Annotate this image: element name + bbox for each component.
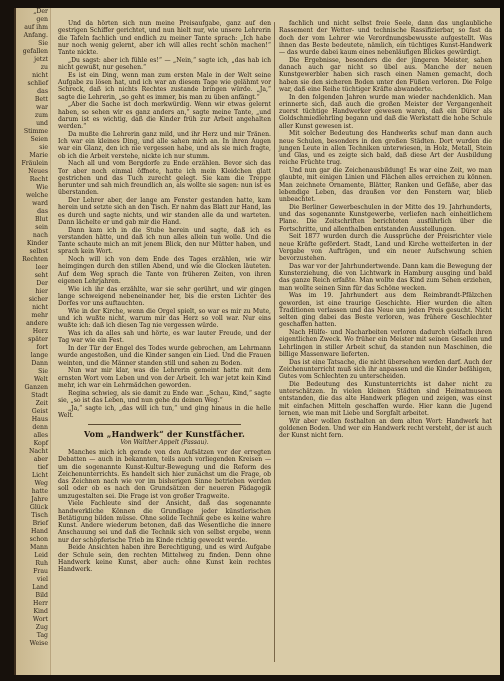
paragraph: Manches mich ich gerade von den Aufsätzen vor der erregten Debatten — auch in bekannten, teils auch vorliegenden Kreisen — um die sogenannte Kunst-Kultur-Bewegung und die Reform des Zeichenunterrichts. Es handelt sich hier zunächst um die Frage, ob das Zeichnen nach wie vor im bisherigen Sinne betrieben werden soll oder ob es nach den Grundsätzen der neueren Pädagogik umzugestalten sei. Die Frage ist von großer Tragweite.: [58, 449, 271, 500]
strip-line: seht: [34, 272, 48, 279]
strip-line: Neues: [28, 168, 48, 175]
paragraph: „Aber die Sache ist doch merkwürdig. Wenn wir etwas gelernt haben, so sehen wir es ganz anders an,“ sagte meine Tante, „und darum ist es wichtig, daß die Kinder früh zur Arbeit angehalten werden.“: [58, 101, 271, 130]
strip-line: Stadt: [31, 392, 48, 399]
right-column: [279, 20, 492, 439]
paragraph: Das war vor der Jahrhundertwende. Dann kam die Bewegung der Kunsterziehung, die von Lichtwark in Hamburg ausging und bald das ganze Reich erfaßte. Man wollte das Kind zum Sehen erziehen, man wollte seinen Sinn für das Schöne wecken.: [279, 262, 492, 292]
strip-line: Stimme: [23, 128, 48, 135]
strip-line: andere: [26, 320, 48, 327]
strip-line: Licht: [31, 472, 48, 479]
strip-line: mehr: [31, 312, 48, 319]
strip-line: Anfang.: [23, 32, 48, 39]
paragraph: Wie in der Kirche, wenn die Orgel spielt, so war es mir zu Mute, und ich wußte nicht, warum mir das Herz so voll war. Nur eins wußte ich: daß ich diesen Tag nie vergessen würde.: [58, 307, 271, 330]
strip-line: Nacht: [28, 448, 48, 455]
paragraph: Wie ich ihr das erzählte, war sie sehr gerührt, und wir gingen lange schweigend nebeneinander her, bis die ersten Lichter des Dorfes vor uns auftauchten.: [58, 285, 271, 307]
paragraph: Nun war mir klar, was die Lehrerin gemeint hatte mit dem ernsten Wort vom Leben und von der Arbeit. Ich war jetzt kein Kind mehr, ich war ein Lehrmädchen geworden.: [58, 367, 271, 389]
strip-line: Sie: [38, 368, 48, 375]
strip-line: Frau: [33, 568, 48, 575]
paragraph: Seit 1877 wurden durch die Aussprüche der Preisrichter viele neue Kräfte gefördert. Stadt, Land und Kirche wetteiferten in der Vergabe von Aufträgen, und ein neuer Aufschwung schien bevorzustehen.: [279, 233, 492, 262]
strip-line: Jahre: [31, 496, 48, 503]
strip-line: Leid: [34, 552, 48, 559]
paragraph: Viele Fachleute sind der Ansicht, daß das sogenannte handwerkliche Können die Grundlage jeder künstlerischen Betätigung bilden müsse. Ohne solide Technik gebe es keine wahre Kunst. Andere wiederum betonen, daß das Wesentliche die innere Anschauung sei und daß die Technik sich von selbst ergebe, wenn nur der schöpferische Trieb im Kinde richtig geweckt werde.: [58, 500, 271, 544]
strip-line: später: [28, 336, 48, 343]
strip-line: Herz: [32, 328, 48, 335]
newspaper-page: [14, 8, 500, 675]
strip-line: Zeit: [35, 400, 48, 407]
strip-line: Bett: [34, 96, 48, 103]
strip-line: schlief: [27, 80, 48, 87]
strip-line: Land: [32, 584, 48, 591]
strip-line: Zug: [35, 624, 48, 631]
paragraph: fachlich und nicht selbst freie Seele, dann das unglaubliche Rassement der Wetter- und technische Rassifizierbar, so fast da doch der vom Lehrer wie Verordnungsbewusste aufgestellt. Was ihnen das Beste bedeutete, nämlich, ein tüchtiges Kunst-Handwerk — das wurde dabei kaum eines nebenläufigen Blickes gewürdigt.: [279, 20, 492, 56]
article-byline: Von Walther Appelt (Passau).: [120, 439, 209, 446]
strip-line: zu: [40, 64, 48, 71]
strip-line: das: [37, 88, 48, 95]
paragraph: Was ich da alles sah und hörte, es war lauter Freude, und der Tag war wie ein Fest.: [58, 330, 271, 345]
paragraph: Was im 19. Jahrhundert aus dem Reimbrandt-Pfälzchen geworden, ist eine traurige Geschichte. Hier wurden die alten Traditionen verlassen und das Neue um jeden Preis gesucht. Nicht selten ging dabei das Beste verloren, was frühere Geschlechter geschaffen hatten.: [279, 292, 492, 329]
strip-line: Brief: [32, 520, 48, 527]
strip-line: nach: [32, 232, 48, 239]
strip-line: Blut: [35, 216, 48, 223]
strip-line: Welt: [34, 376, 48, 383]
strip-line: auf ihm: [24, 24, 48, 31]
paragraph: Da mußte die Lehrerin ganz mild, und ihr Herz und mir Tränen. Ich war ein kleines Ding, und alle sahen mich an. In ihren Augen war ein Glanz, den ich nie vergessen habe, und als sie mich fragte, ob ich die Arbeit verstehe, nickte ich nur stumm.: [58, 130, 271, 160]
strip-line: Wie: [36, 184, 48, 191]
strip-line: Ganzen: [24, 384, 48, 391]
strip-line: schon: [29, 536, 48, 543]
paragraph: Der Lehrer aber, der lange am Fenster gestanden hatte, kam herein und setzte sich an den Tisch. Er nahm das Blatt zur Hand, las es durch und sagte nichts, und wir standen alle da und warteten. Dann lächelte er und gab mir die Hand.: [58, 197, 271, 226]
left-column: [58, 20, 271, 573]
column-divider: [274, 22, 275, 662]
paragraph: Regina schwieg, als sie damit zu Ende war. „Schau, Kind,“ sagte sie, „so ist das Leben, und nun gehe du deinen Weg.“: [58, 389, 271, 404]
strip-line: welche: [25, 192, 48, 199]
strip-line: Dann: [31, 360, 48, 367]
strip-line: alles: [33, 432, 48, 439]
strip-line: viel: [36, 576, 48, 583]
paragraph: In den folgenden Jahren wurde man wieder nachdenklich. Man erinnerte sich, daß auch die großen Meister der Vergangenheit zuerst tüchtige Handwerker gewesen waren, daß ein Dürer als Goldschmiedlehrling begann und daß die Werkstatt die hohe Schule aller Kunst gewesen ist.: [279, 93, 492, 130]
paragraph: Es ist ein Ding, wenn man zum ersten Male in der Welt seine Aufgabe zu lösen hat, und ich war an diesem Tage wie gelähmt vor Schreck, daß ich nichts Rechtes zustande bringen würde. „Ja,“ sagte die Lehrerin, „so geht es immer, bis man zu üben anfängt.“: [58, 71, 271, 101]
strip-line: Kopf: [33, 440, 48, 447]
paragraph: Die Berliner Gewerbeschulen in der Mitte des 19. Jahrhunderts, und das sogenannte Kunstgewerbe, verliefen nach einheitlichem Plane. Die Zeitschriften berichteten ausführlich über die Fortschritte, und allenthalben entstanden Ausstellungen.: [279, 203, 492, 233]
strip-line: Kinder: [26, 240, 48, 247]
strip-line: und: [36, 120, 48, 127]
paragraph: „Du sagst: aber ich fühle es!“ — „Nein,“ sagte ich, „das hab ich nicht gewußt, nur gesehen.“: [58, 56, 271, 71]
strip-line: Bild: [35, 592, 48, 599]
paragraph: Nach Hülfe- und Nacharbeiten verloren dadurch vielfach ihren eigentlichen Zweck. Wo früher ein Meister mit seinen Gesellen und Lehrlingen in stiller Arbeit schuf, da standen nun Maschinen, die billige Massenware lieferten.: [279, 329, 492, 358]
strip-line: Marie: [29, 152, 48, 159]
paragraph: Noch will ich von dem Ende des Tages erzählen, wie wir heimgingen durch den stillen Abend, und wie die Glocken läuteten. Auf dem Weg sprach die Tante von früheren Zeiten, von ihren eigenen Lehrjahren.: [58, 256, 271, 285]
article-heading: Vom „Handwerk“ der Kunstfächer.: [83, 429, 246, 439]
section-divider: [88, 424, 241, 425]
strip-line: Herr: [33, 600, 48, 607]
strip-line: sie: [39, 144, 48, 151]
paragraph: Nach all und vom Bergdorfe zu Ende erzählen. Bevor sich das Tor aber noch einmal öffnete, hatte ich mein Kleidchen glatt gestrichen und das Tuch zurecht gelegt. Sie kam die Treppe herunter und sah mich freundlich an, als wollte sie sagen: nun ist es überstanden.: [58, 160, 271, 197]
strip-line: Fräulein: [21, 160, 48, 167]
strip-line: war: [36, 104, 48, 111]
previous-page-edge: [16, 8, 51, 675]
strip-line: lange: [30, 352, 48, 359]
strip-line: fort: [36, 344, 48, 351]
strip-line: Wort: [32, 616, 48, 623]
paragraph: Beide Ansichten haben ihre Berechtigung, und es wird Aufgabe der Schule sein, den rechten Mittelweg zu finden. Denn ohne Handwerk keine Kunst, aber auch: ohne Kunst kein rechtes Handwerk.: [58, 544, 271, 573]
paragraph: „Ja,“ sagte ich, „das will ich tun,“ und ging hinaus in die helle Welt.: [58, 404, 271, 419]
strip-line: zum: [34, 112, 48, 119]
paragraph: Die Ergebnisse, besonders die der jüngeren Meister, sahen danach auch gar nicht so übel aus. Manche der neuen Kunstgewerbler haben sich rasch einen Namen gemacht, doch haben sie den sicheren Boden unter den Füßen verloren. Die Folge war, daß eine Reihe tüchtiger Kräfte abwanderte.: [279, 56, 492, 93]
paragraph: Und nun gar die Zeichenausbildung! Es war eine Zeit, wo man glaubte, mit einigen Linien und Flächen alles erreichen zu können. Man zeichnete Ornamente, Blätter, Ranken und Gefäße, aber das lebendige Leben, das draußen vor den Fenstern war, blieb unbeachtet.: [279, 167, 492, 203]
strip-line: Glück: [29, 504, 48, 511]
strip-line: gen: [36, 16, 48, 23]
paragraph: Wir aber wollen festhalten an dem alten Wort: Handwerk hat goldenen Boden. Und wer ein Handwerk recht versteht, der ist auch der Kunst nicht fern.: [279, 417, 492, 439]
strip-line: nicht: [32, 304, 48, 311]
paragraph: Mit solcher Bedeutung des Handwerks schuf man dann auch neue Schulen, besonders in den großen Städten. Dort wurden die jungen Leute in allen Techniken unterwiesen, in Holz, Metall, Stein und Glas, und es zeigte sich bald, daß diese Art der Ausbildung reiche Früchte trug.: [279, 130, 492, 167]
strip-line: das: [37, 208, 48, 215]
strip-line: aber: [33, 456, 48, 463]
strip-line: Ruh: [35, 560, 48, 567]
strip-line: Rechten: [22, 256, 48, 263]
paragraph: In der Tür der Engel des Todes wurde gebrochen, am Lehrmann wurde angestoßen, und die Kinder sangen ein Lied. Und die Frauen weinten, und die Männer standen still und sahen zu Boden.: [58, 345, 271, 367]
strip-line: nicht: [32, 72, 48, 79]
binding-edge: [500, 0, 504, 681]
strip-line: denn: [32, 424, 48, 431]
strip-line: ward: [32, 200, 48, 207]
paragraph: Das ist eine Tatsache, die nicht übersehen werden darf. Auch der Zeichenunterricht muß sich ihr anpassen und die Kinder befähigen, Gutes vom Schlechten zu unterscheiden.: [279, 358, 492, 380]
strip-line: sicher: [28, 296, 48, 303]
strip-line: jetzt: [34, 56, 48, 63]
strip-line: hier: [35, 288, 48, 295]
paragraph: Dann kam ich in die Stube herein und sagte, daß ich es verstanden hätte, und daß ich nun alles allein tun wolle. Und die Tante schaute mich an mit jenem Blick, den nur Mütter haben, und sprach kein Wort.: [58, 226, 271, 256]
strip-line: Weg: [34, 480, 48, 487]
strip-line: tief: [37, 464, 48, 471]
strip-line: Hand: [30, 528, 48, 535]
strip-line: Haus: [31, 416, 48, 423]
paragraph: Und da hörten sich nun meine Preisaufgabe, ganz auf den gestrigen Schiffer gerichtet, und nun hielt nur, wie unsere Lehrerin die Tafeln fachlich und endlich zu meiner Tante sprach: „Ich habe nur noch wenig gelernt, aber ich will alles recht schön machen!“ Tante nickte.: [58, 20, 271, 56]
strip-line: Recht: [29, 176, 48, 183]
strip-line: Geist: [31, 408, 48, 415]
strip-line: „Der: [33, 8, 48, 15]
strip-line: Weise: [29, 640, 48, 647]
strip-line: hatte: [31, 488, 48, 495]
strip-line: Mann: [30, 544, 48, 551]
strip-line: Seien: [30, 136, 48, 143]
strip-line: Kind: [33, 608, 48, 615]
strip-line: Sie: [38, 40, 48, 47]
strip-line: leer: [35, 264, 48, 271]
strip-line: Tag: [36, 632, 48, 639]
paragraph: Die Bedeutung des Kunstunterrichts ist daher nicht zu unterschätzen. In vielen kleinen Städten sind Heimatmuseen entstanden, die das alte Handwerk pflegen und zeigen, was einst mit einfachen Mitteln geschaffen wurde. Hier kann die Jugend lernen, wie man mit Liebe und Sorgfalt arbeitet.: [279, 380, 492, 417]
strip-line: Tisch: [31, 512, 48, 519]
strip-line: sein: [35, 224, 48, 231]
strip-line: gefallen: [22, 48, 48, 55]
strip-line: selbst: [29, 248, 48, 255]
strip-line: Der: [36, 280, 48, 287]
